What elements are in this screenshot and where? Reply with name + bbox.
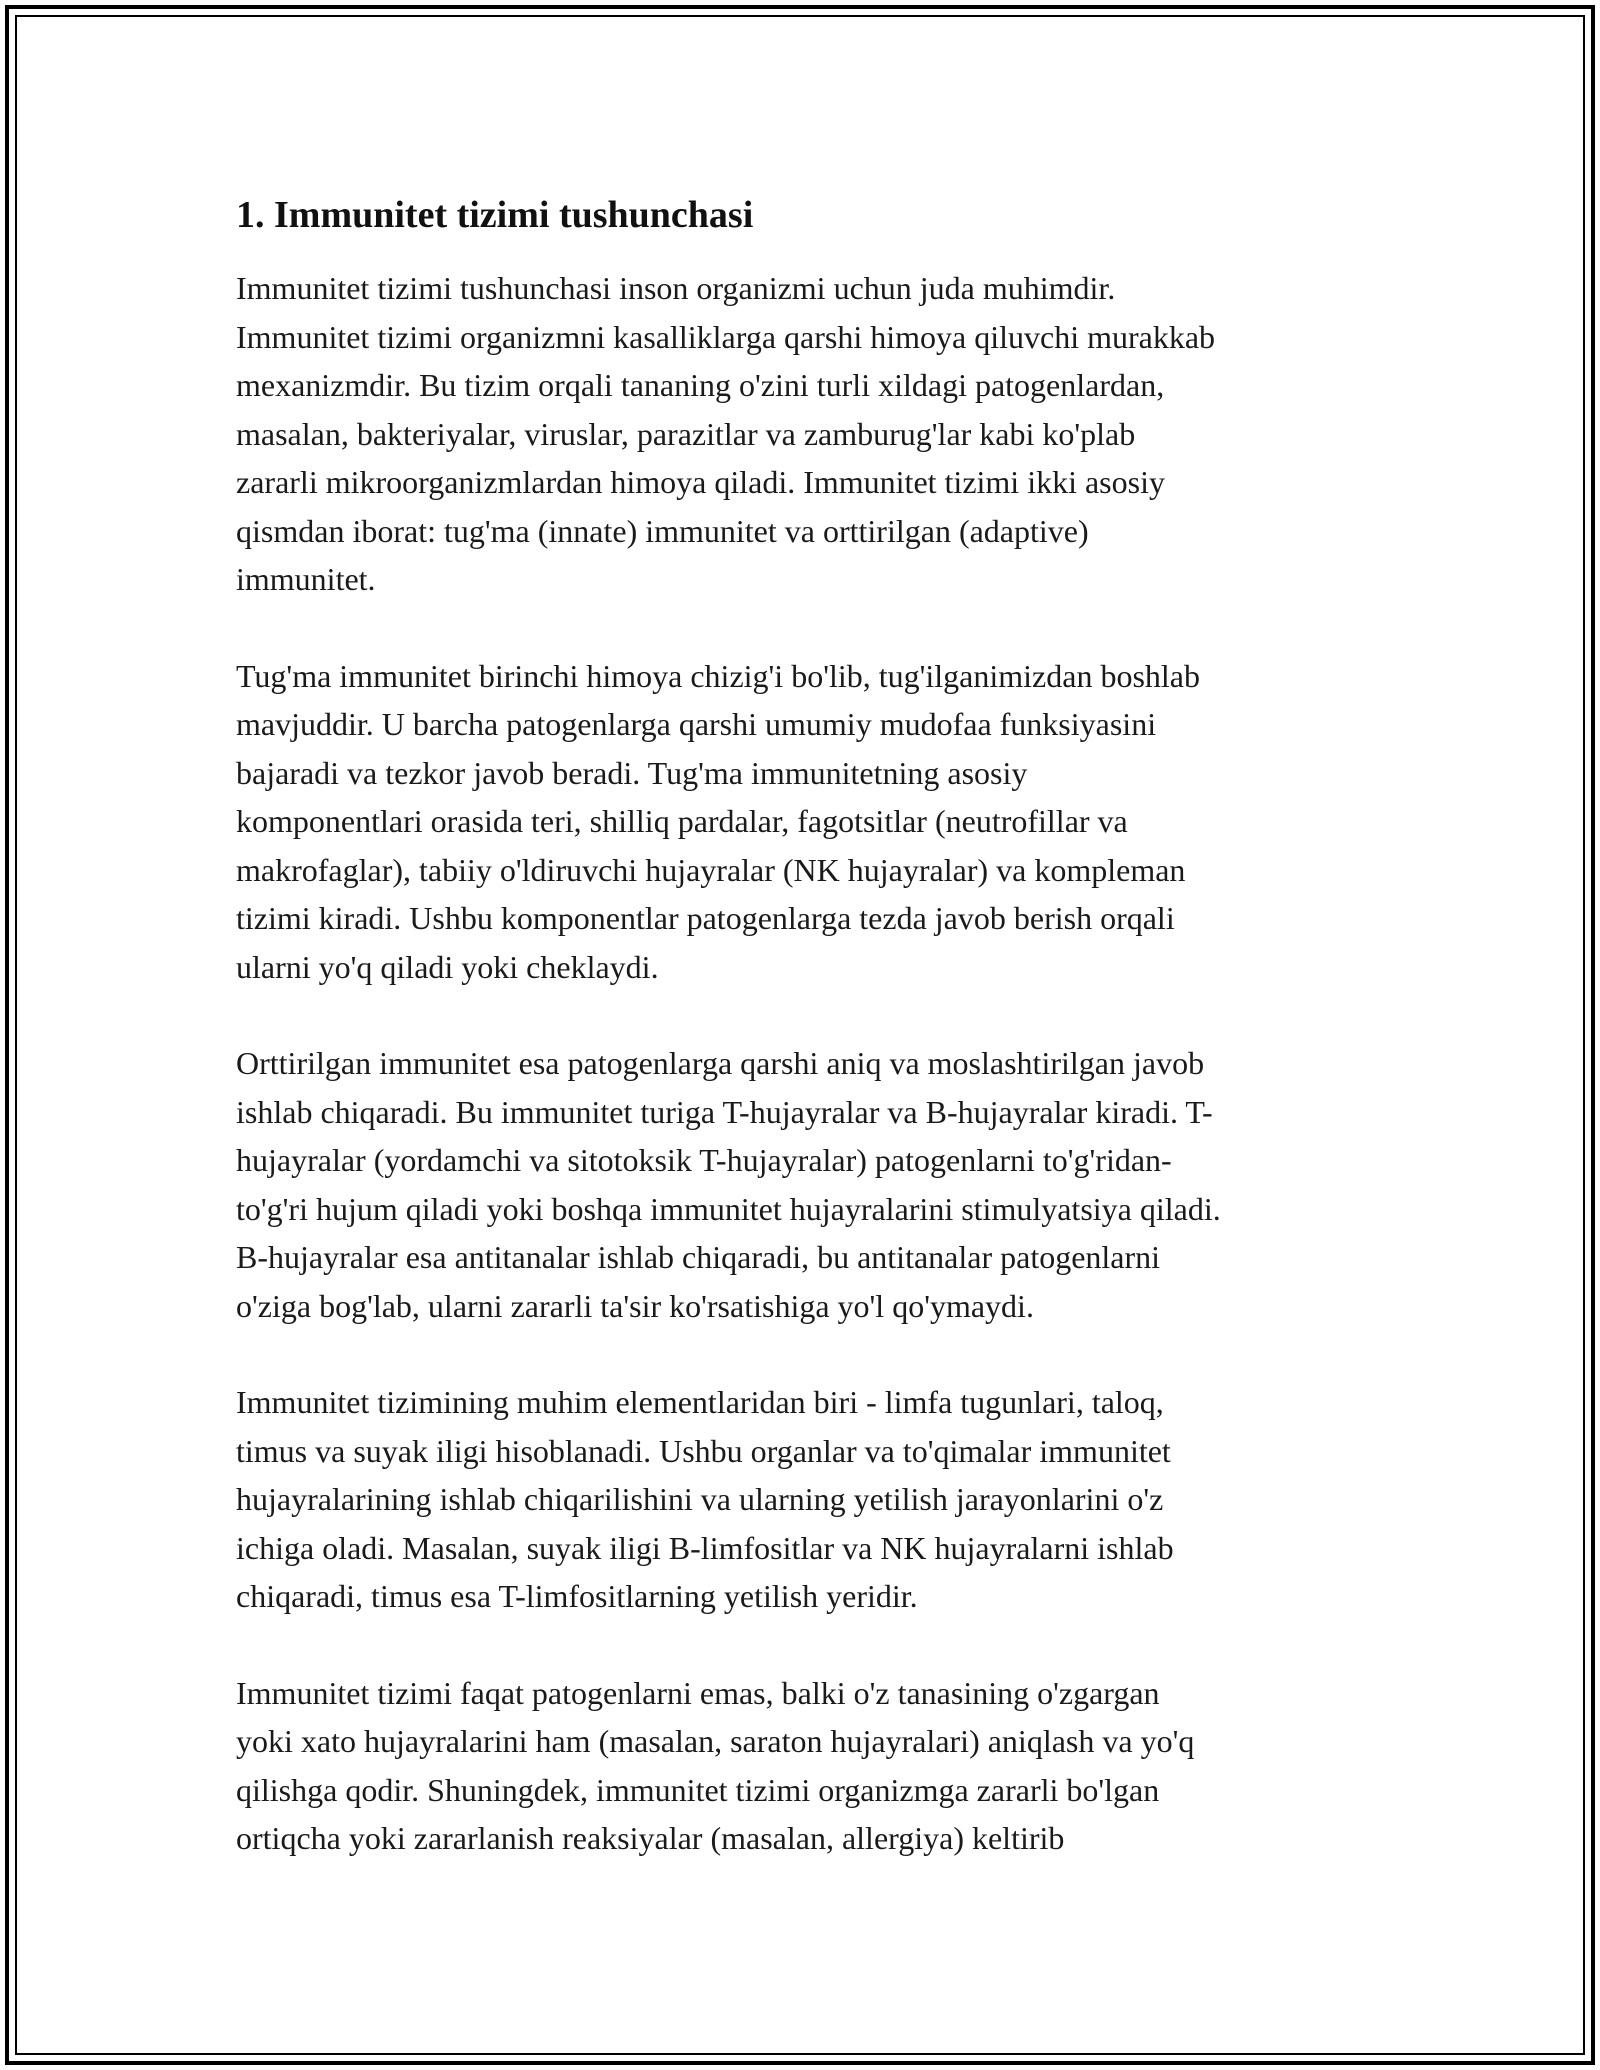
text-line: komponentlari orasida teri, shilliq pardalar, fagotsitlar (neutrofillar va	[236, 803, 1128, 839]
text-line: qilishga qodir. Shuningdek, immunitet tizimi organizmga zararli bo'lgan	[236, 1771, 1160, 1808]
text-line: o'ziga bog'lab, ularni zararli ta'sir ko'rsatishiga yo'l qo'ymaydi.	[236, 1287, 1034, 1324]
text-line: B-hujayralar esa antitanalar ishlab chiqaradi, bu antitanalar patogenlarni	[236, 1239, 1161, 1275]
text-line: tizimi kiradi. Ushbu komponentlar patogenlarga tezda javob berish orqali	[236, 900, 1175, 936]
text-line: hujayralar (yordamchi va sitotoksik T-hujayralar) patogenlarni to'g'ridan-	[236, 1142, 1172, 1178]
text-line: chiqaradi, timus esa T-limfositlarning yetilish yeridir.	[236, 1578, 918, 1614]
paragraph-immune-organs	[236, 1378, 1366, 1621]
paragraph-self-regulation	[236, 1669, 1366, 1863]
text-line: ichiga oladi. Masalan, suyak iligi B-limfositlar va NK hujayralarni ishlab	[236, 1529, 1174, 1566]
text-line: masalan, bakteriyalar, viruslar, parazitlar va zamburug'lar kabi ko'plab	[236, 415, 1136, 452]
text-line: zararli mikroorganizmlardan himoya qiladi. Immunitet tizimi ikki asosiy	[236, 464, 1165, 500]
text-line: Orttirilgan immunitet esa patogenlarga qarshi aniq va moslashtirilgan javob	[236, 1045, 1205, 1081]
text-line: ishlab chiqaradi. Bu immunitet turiga T-hujayralar va B-hujayralar kiradi. T-	[236, 1093, 1213, 1130]
document-body	[236, 186, 1366, 1911]
text-line: immunitet.	[236, 561, 376, 597]
text-line: hujayralarining ishlab chiqarilishini va ularning yetilish jarayonlarini o'z	[236, 1481, 1164, 1517]
paragraph-adaptive-immunity	[236, 1039, 1366, 1330]
text-line: to'g'ri hujum qiladi yoki boshqa immunitet hujayralarini stimulyatsiya qiladi.	[236, 1190, 1221, 1227]
text-line: mexanizmdir. Bu tizim orqali tananing o'zini turli xildagi patogenlardan,	[236, 367, 1165, 403]
paragraph-intro	[236, 264, 1366, 604]
text-line: timus va suyak iligi hisoblanadi. Ushbu organlar va to'qimalar immunitet	[236, 1432, 1171, 1469]
text-line: Tug'ma immunitet birinchi himoya chizig'i bo'lib, tug'ilganimizdan boshlab	[236, 657, 1200, 694]
paragraph-innate-immunity	[236, 652, 1366, 992]
text-line: bajaradi va tezkor javob beradi. Tug'ma immunitetning asosiy	[236, 754, 1028, 791]
text-line: Immunitet tizimi tushunchasi inson organizmi uchun juda muhimdir.	[236, 270, 1116, 306]
text-line: Immunitet tizimining muhim elementlaridan biri - limfa tugunlari, taloq,	[236, 1384, 1164, 1420]
text-line: Immunitet tizimi faqat patogenlarni emas, balki o'z tanasining o'zgargan	[236, 1674, 1160, 1711]
text-line: ortiqcha yoki zararlanish reaksiyalar (masalan, allergiya) keltirib	[236, 1820, 1065, 1856]
text-line: Immunitet tizimi organizmni kasalliklarga qarshi himoya qiluvchi murakkab	[236, 318, 1216, 355]
text-line: qismdan iborat: tug'ma (innate) immunitet va orttirilgan (adaptive)	[236, 512, 1089, 549]
section-heading: 1. Immunitet tizimi tushunchasi	[236, 194, 754, 236]
text-line: ularni yo'q qiladi yoki cheklaydi.	[236, 948, 659, 985]
text-line: yoki xato hujayralarini ham (masalan, saraton hujayralari) aniqlash va yo'q	[236, 1723, 1195, 1759]
text-line: mavjuddir. U barcha patogenlarga qarshi umumiy mudofaa funksiyasini	[236, 706, 1157, 742]
text-line: makrofaglar), tabiiy o'ldiruvchi hujayralar (NK hujayralar) va kompleman	[236, 851, 1186, 888]
